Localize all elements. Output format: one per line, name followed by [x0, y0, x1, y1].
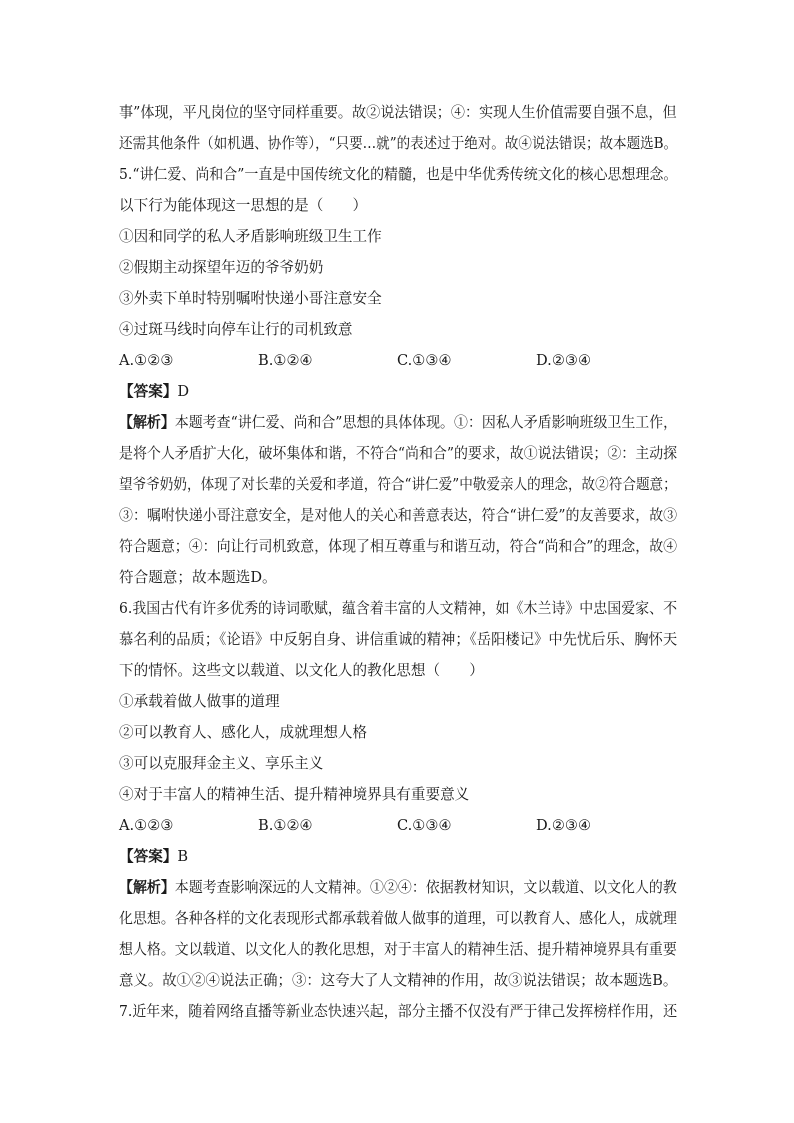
text-line: 化思想。各种各样的文化表现形式都承载着做人做事的道理，可以教育人、感化人，成就理 [119, 910, 677, 927]
question-6-stem-cont: 慕名利的品质；《论语》中反躬自身、讲信重诚的精神；《岳阳楼记》中先忧后乐、胸怀天 [119, 631, 678, 648]
question-6-stem-cont: 下的情怀。这些文以载道、以文化人的教化思想（ ） [119, 662, 484, 679]
q6-option-a: A.①②③ [119, 817, 174, 834]
q6-option-c: C.①③④ [397, 817, 452, 834]
q5-analysis [119, 413, 677, 433]
q5-option-b: B.①②④ [258, 352, 313, 369]
q6-answer [119, 847, 188, 867]
q5-option-d: D.②③④ [536, 352, 592, 369]
text-line: 望爷爷奶奶，体现了对长辈的关爱和孝道，符合“讲仁爱”中敬爱亲人的理念，故②符合题意； [119, 476, 677, 493]
text-line: 想人格。文以载道、以文化人的教化思想，对于丰富人的精神生活、提升精神境界具有重要 [119, 941, 677, 958]
analysis-tag: 【解析】 [119, 879, 175, 896]
question-5-stem: 5.“讲仁爱、尚和合”一直是中国传统文化的精髓，也是中华优秀传统文化的核心思想理念。 [119, 166, 678, 183]
question-6-stem: 6.我国古代有许多优秀的诗词歌赋，蕴含着丰富的人文精神，如《木兰诗》中忠国爱家、不 [119, 600, 678, 617]
text-line: 事”体现，平凡岗位的坚守同样重要。故②说法错误；④：实现人生价值需要自强不息，但 [119, 104, 677, 121]
answer-value: B [177, 848, 189, 865]
text-line: 符合题意；故本题选D。 [119, 569, 277, 586]
text-line: 是将个人矛盾扩大化，破坏集体和谐，不符合“尚和合”的要求，故①说法错误；②：主动探 [119, 445, 678, 462]
analysis-tag: 【解析】 [119, 414, 175, 431]
question-5-stem-cont: 以下行为能体现这一思想的是（ ） [119, 197, 368, 214]
text-line: 还需其他条件（如机遇、协作等），“只要…就”的表述过于绝对。故④说法错误；故本题选B。 [119, 135, 678, 152]
q6-statement-2: ②可以教育人、感化人，成就理想人格 [119, 724, 368, 741]
q5-answer [119, 382, 189, 402]
q6-statement-4: ④对于丰富人的精神生活、提升精神境界具有重要意义 [119, 786, 470, 803]
text-line: 符合题意；④：向让行司机致意，体现了相互尊重与和谐互动，符合“尚和合”的理念，故④ [119, 538, 678, 555]
q6-option-d: D.②③④ [536, 817, 592, 834]
answer-tag: 【答案】 [119, 383, 178, 400]
q6-statement-1: ①承载着做人做事的道理 [119, 693, 280, 710]
answer-tag: 【答案】 [119, 848, 178, 865]
q6-statement-3: ③可以克服拜金主义、享乐主义 [119, 755, 324, 772]
q6-option-b: B.①②④ [258, 817, 313, 834]
q5-statement-3: ③外卖下单时特别嘱咐快递小哥注意安全 [119, 290, 382, 307]
analysis-text: 本题考查影响深远的人文精神。①②④：依据教材知识，文以载道、以文化人的教 [174, 879, 677, 896]
q5-statement-1: ①因和同学的私人矛盾影响班级卫生工作 [119, 228, 382, 245]
question-7-stem: 7.近年来，随着网络直播等新业态快速兴起，部分主播不仅没有严于律己发挥榜样作用，还 [119, 1003, 678, 1020]
analysis-text: 本题考查“讲仁爱、尚和合”思想的具体体现。①：因私人矛盾影响班级卫生工作， [174, 414, 678, 431]
q5-option-a: A.①②③ [119, 352, 174, 369]
answer-value: D [177, 383, 190, 400]
text-line: ③：嘱咐快递小哥注意安全，是对他人的关心和善意表达，符合“讲仁爱”的友善要求，故③ [119, 507, 678, 524]
q5-statement-2: ②假期主动探望年迈的爷爷奶奶 [119, 259, 324, 276]
q5-option-c: C.①③④ [397, 352, 452, 369]
q6-analysis [119, 878, 677, 898]
q5-statement-4: ④过斑马线时向停车让行的司机致意 [119, 321, 353, 338]
text-line: 意义。故①②④说法正确；③：这夸大了人文精神的作用，故③说法错误；故本题选B。 [119, 972, 678, 989]
